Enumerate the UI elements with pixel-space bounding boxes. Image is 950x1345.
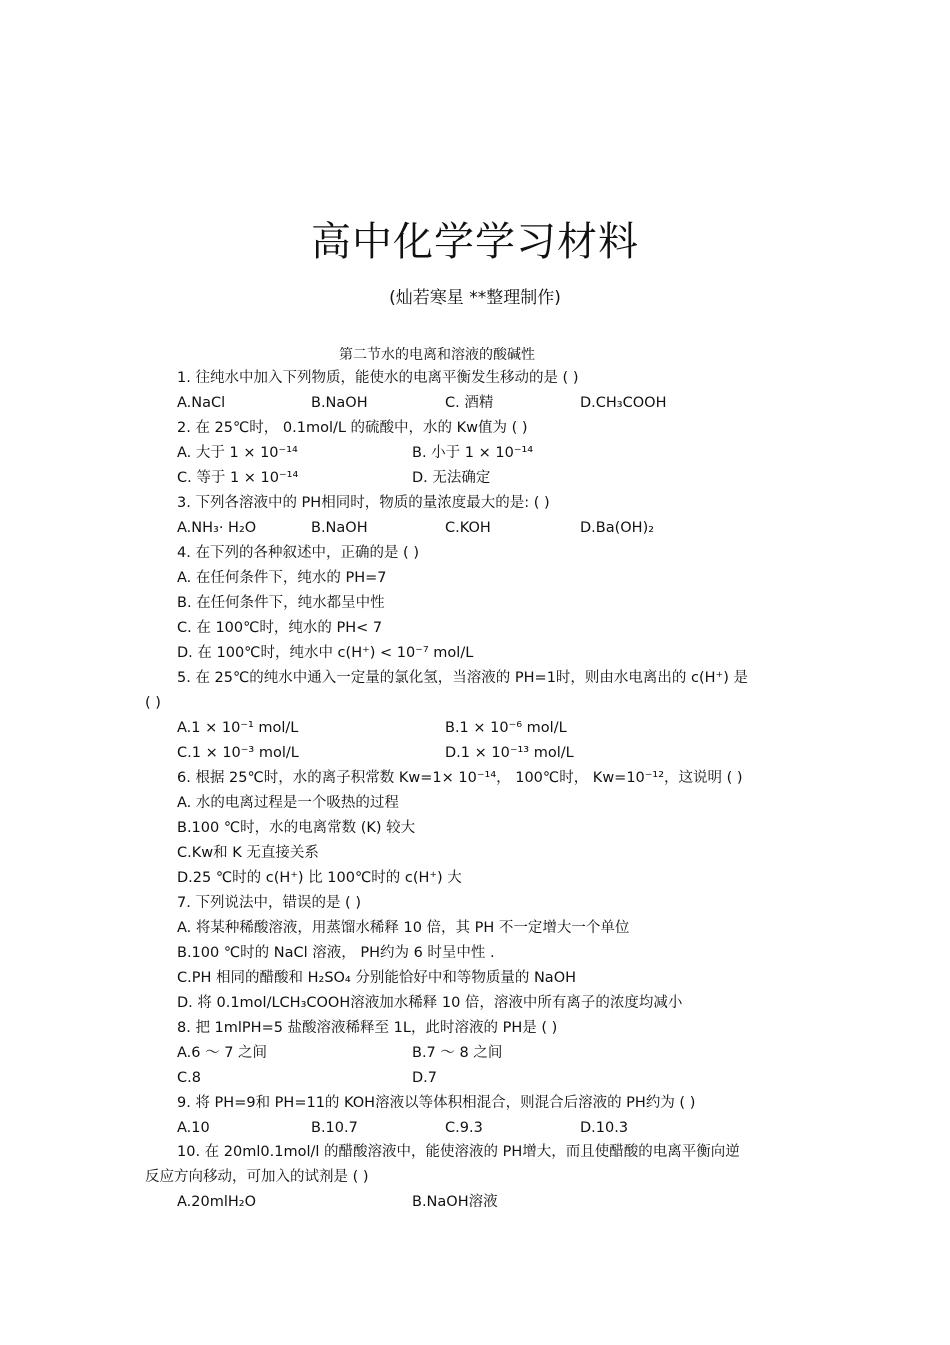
question-5-stem-continued: ( ) xyxy=(145,695,161,711)
question-4-option-a: A. 在任何条件下，纯水的 PH=7 xyxy=(177,570,387,586)
question-7-option-a: A. 将某种稀酸溶液，用蒸馏水稀释 10 倍，其 PH 不一定增大一个单位 xyxy=(177,920,630,936)
question-6-option-d: D.25 ℃时的 c(H⁺) 比 100℃时的 c(H⁺) 大 xyxy=(177,870,462,886)
question-1-option-c: C. 酒精 xyxy=(445,395,494,411)
question-7-stem: 7. 下列说法中，错误的是 ( ) xyxy=(177,895,361,911)
question-4-stem: 4. 在下列的各种叙述中，正确的是 ( ) xyxy=(177,545,419,561)
question-3-option-a: A.NH₃· H₂O xyxy=(177,520,257,536)
question-2-option-a: A. 大于 1 × 10⁻¹⁴ xyxy=(177,445,298,461)
question-2-stem: 2. 在 25℃时， 0.1mol/L 的硫酸中，水的 Kw值为 ( ) xyxy=(177,420,528,436)
question-3-option-c: C.KOH xyxy=(445,520,491,536)
question-6-option-a: A. 水的电离过程是一个吸热的过程 xyxy=(177,795,399,811)
question-7-option-b: B.100 ℃时的 NaCl 溶液， PH约为 6 时呈中性 . xyxy=(177,945,495,961)
document-subtitle: (灿若寒星 **整理制作) xyxy=(389,288,561,308)
question-6-stem: 6. 根据 25℃时，水的离子积常数 Kw=1× 10⁻¹⁴， 100℃时， Kw=10⁻¹²，这说明 ( ) xyxy=(177,770,743,786)
question-2-option-c: C. 等于 1 × 10⁻¹⁴ xyxy=(177,470,299,486)
document-title: 高中化学学习材料 xyxy=(311,219,639,265)
question-9-option-b: B.10.7 xyxy=(311,1120,358,1136)
question-1-option-b: B.NaOH xyxy=(311,395,368,411)
question-4-option-b: B. 在任何条件下，纯水都呈中性 xyxy=(177,595,385,611)
question-8-option-a: A.6 ～ 7 之间 xyxy=(177,1045,268,1061)
question-3-option-b: B.NaOH xyxy=(311,520,368,536)
question-9-option-a: A.10 xyxy=(177,1120,210,1136)
question-8-option-c: C.8 xyxy=(177,1070,201,1086)
question-4-option-c: C. 在 100℃时，纯水的 PH< 7 xyxy=(177,620,383,636)
question-10-option-a: A.20mlH₂O xyxy=(177,1194,257,1210)
question-8-option-d: D.7 xyxy=(412,1070,437,1086)
question-5-option-c: C.1 × 10⁻³ mol/L xyxy=(177,745,299,761)
question-6-option-c: C.Kw和 K 无直接关系 xyxy=(177,845,319,861)
question-1-option-d: D.CH₃COOH xyxy=(580,395,667,411)
question-8-option-b: B.7 ～ 8 之间 xyxy=(412,1045,503,1061)
question-9-option-d: D.10.3 xyxy=(580,1120,629,1136)
question-10-stem-continued: 反应方向移动，可加入的试剂是 ( ) xyxy=(145,1169,369,1185)
question-6-option-b: B.100 ℃时，水的电离常数 (K) 较大 xyxy=(177,820,416,836)
question-4-option-d: D. 在 100℃时，纯水中 c(H⁺) < 10⁻⁷ mol/L xyxy=(177,645,474,661)
question-5-option-d: D.1 × 10⁻¹³ mol/L xyxy=(445,745,574,761)
section-title: 第二节水的电离和溶液的酸碱性 xyxy=(339,347,535,363)
question-2-option-d: D. 无法确定 xyxy=(412,470,491,486)
question-10-option-b: B.NaOH溶液 xyxy=(412,1194,498,1210)
question-7-option-c: C.PH 相同的醋酸和 H₂SO₄ 分别能恰好中和等物质量的 NaOH xyxy=(177,970,577,986)
question-9-option-c: C.9.3 xyxy=(445,1120,483,1136)
question-2-option-b: B. 小于 1 × 10⁻¹⁴ xyxy=(412,445,534,461)
question-7-option-d: D. 将 0.1mol/LCH₃COOH溶液加水稀释 10 倍，溶液中所有离子的浓度均减小 xyxy=(177,995,683,1011)
question-1-option-a: A.NaCl xyxy=(177,395,226,411)
question-1-stem: 1. 往纯水中加入下列物质，能使水的电离平衡发生移动的是 ( ) xyxy=(177,370,579,386)
question-3-option-d: D.Ba(OH)₂ xyxy=(580,520,655,536)
question-10-stem: 10. 在 20ml0.1mol/l 的醋酸溶液中，能使溶液的 PH增大，而且使醋酸的电离平衡向逆 xyxy=(177,1144,740,1160)
question-5-option-a: A.1 × 10⁻¹ mol/L xyxy=(177,720,299,736)
question-8-stem: 8. 把 1mlPH=5 盐酸溶液稀释至 1L，此时溶液的 PH是 ( ) xyxy=(177,1020,558,1036)
question-9-stem: 9. 将 PH=9和 PH=11的 KOH溶液以等体积相混合，则混合后溶液的 PH约为 ( ) xyxy=(177,1095,696,1111)
question-5-option-b: B.1 × 10⁻⁶ mol/L xyxy=(445,720,567,736)
question-3-stem: 3. 下列各溶液中的 PH相同时，物质的量浓度最大的是: ( ) xyxy=(177,495,550,511)
question-5-stem: 5. 在 25℃的纯水中通入一定量的氯化氢，当溶液的 PH=1时，则由水电离出的 c(H⁺) 是 xyxy=(177,670,748,686)
